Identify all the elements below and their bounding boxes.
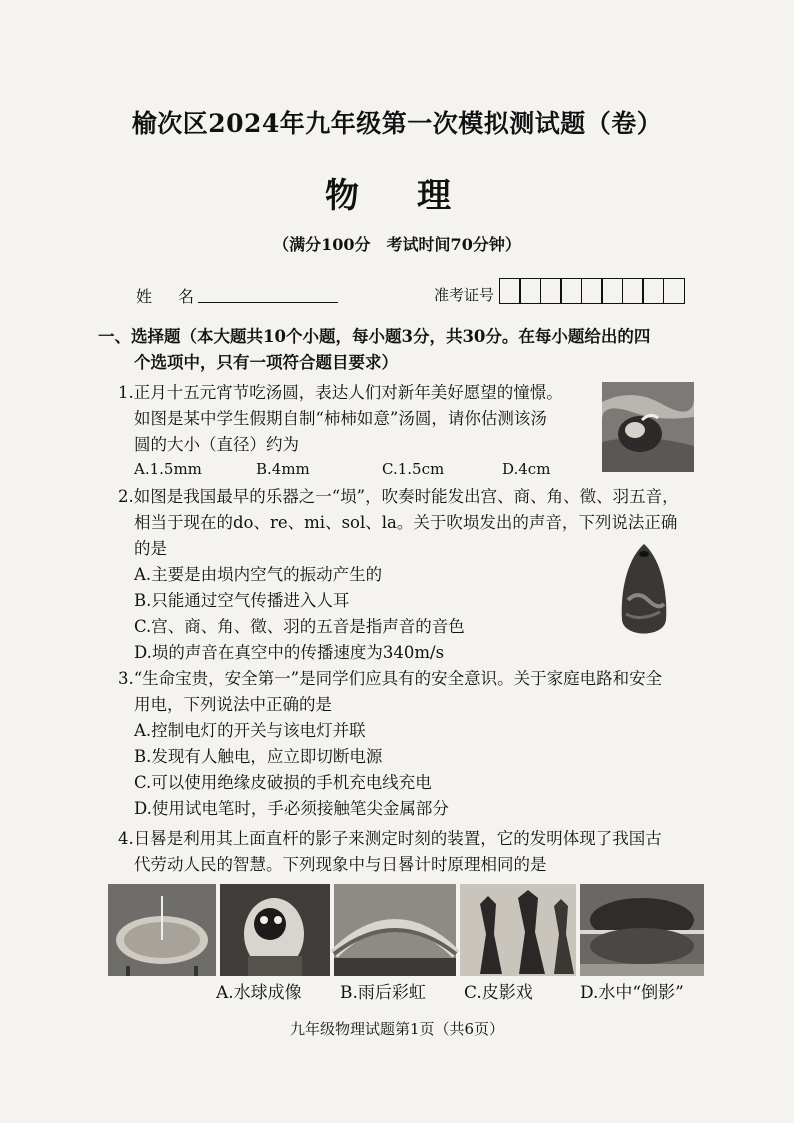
name-field[interactable] (198, 302, 338, 303)
q3-option-c[interactable]: C.可以使用绝缘皮破损的手机充电线充电 (134, 773, 432, 792)
q1-line-2: 如图是某中学生假期自制“柿柿如意”汤圆，请你估测该汤 (134, 409, 547, 428)
q2-option-a[interactable]: A.主要是由埙内空气的振动产生的 (134, 565, 383, 584)
q4-line-2: 代劳动人民的智慧。下列现象中与日晷计时原理相同的是 (134, 855, 547, 874)
q4-line-1: 4.日晷是利用其上面直杆的影子来测定时刻的装置，它的发明体现了我国古 (118, 829, 662, 848)
q4-option-c[interactable]: C.皮影戏 (464, 983, 533, 1003)
q1-options (134, 460, 550, 478)
q4-photo-strip (108, 884, 704, 976)
q1-option-d[interactable]: D.4cm (502, 460, 551, 478)
q1-option-c[interactable]: C.1.5cm (382, 460, 445, 478)
section-line-1: 一、选择题（本大题共10个小题，每小题3分，共30分。在每小题给出的四 (98, 327, 651, 346)
exam-id-boxes[interactable] (500, 278, 685, 304)
page-title: 榆次区2024年九年级第一次模拟测试题（卷） (131, 109, 663, 138)
q4-option-d[interactable]: D.水中“倒影” (580, 983, 684, 1003)
q2-option-c[interactable]: C.宫、商、角、徵、羽的五音是指声音的音色 (134, 617, 465, 636)
q4-option-a[interactable]: A.水球成像 (216, 983, 302, 1003)
exam-id-box[interactable] (581, 278, 603, 304)
q1-line-1: 1.正月十五元宵节吃汤圆，表达人们对新年美好愿望的憧憬。 (118, 383, 563, 402)
q4-options (216, 978, 684, 1003)
exam-id-label: 准考证号 (434, 286, 495, 304)
exam-id-box[interactable] (540, 278, 562, 304)
exam-id-box[interactable] (663, 278, 685, 304)
q1-line-3: 圆的大小（直径）约为 (134, 435, 299, 454)
exam-id-box[interactable] (642, 278, 664, 304)
exam-id-box[interactable] (499, 278, 521, 304)
water-ball-photo (220, 884, 330, 976)
section-line-2: 个选项中，只有一项符合题目要求） (134, 353, 398, 372)
q2-line-3: 的是 (134, 539, 167, 558)
q3-option-d[interactable]: D.使用试电笔时，手必须接触笔尖金属部分 (134, 799, 449, 818)
exam-id-box[interactable] (560, 278, 582, 304)
sundial-photo (108, 884, 216, 976)
tangyuan-photo (602, 382, 694, 472)
shadow-puppet-photo (460, 884, 576, 976)
q2-line-1: 2.如图是我国最早的乐器之一“埙”，吹奏时能发出宫、商、角、徵、羽五音， (118, 487, 679, 506)
q3-option-a[interactable]: A.控制电灯的开关与该电灯并联 (134, 721, 366, 740)
q4-option-b[interactable]: B.雨后彩虹 (340, 983, 426, 1003)
q3-line-2: 用电，下列说法中正确的是 (134, 695, 332, 714)
name-label: 姓名 (136, 287, 221, 306)
q2-line-2: 相当于现在的do、re、mi、sol、la。关于吹埙发出的声音，下列说法正确 (134, 513, 678, 532)
exam-id-box[interactable] (519, 278, 541, 304)
rainbow-photo (334, 884, 456, 976)
q2-option-b[interactable]: B.只能通过空气传播进入人耳 (134, 591, 350, 610)
q3-option-b[interactable]: B.发现有人触电，应立即切断电源 (134, 747, 383, 766)
q1-option-b[interactable]: B.4mm (256, 460, 310, 478)
exam-meta: （满分100分 考试时间70分钟） (273, 235, 521, 254)
exam-id-box[interactable] (622, 278, 644, 304)
q3-line-1: 3.“生命宝贵，安全第一”是同学们应具有的安全意识。关于家庭电路和安全 (118, 669, 663, 688)
exam-id-box[interactable] (601, 278, 623, 304)
q1-option-a[interactable]: A.1.5mm (134, 460, 202, 478)
section-heading (98, 324, 698, 376)
tangyuan-photo-drawing (602, 382, 694, 472)
subject-heading: 物理 (325, 176, 509, 216)
xun-instrument-photo (614, 540, 674, 644)
water-reflection-photo (580, 884, 704, 976)
q2-option-d[interactable]: D.埙的声音在真空中的传播速度为340m/s (134, 643, 445, 662)
page-footer: 九年级物理试题第1页（共6页） (289, 1020, 505, 1038)
